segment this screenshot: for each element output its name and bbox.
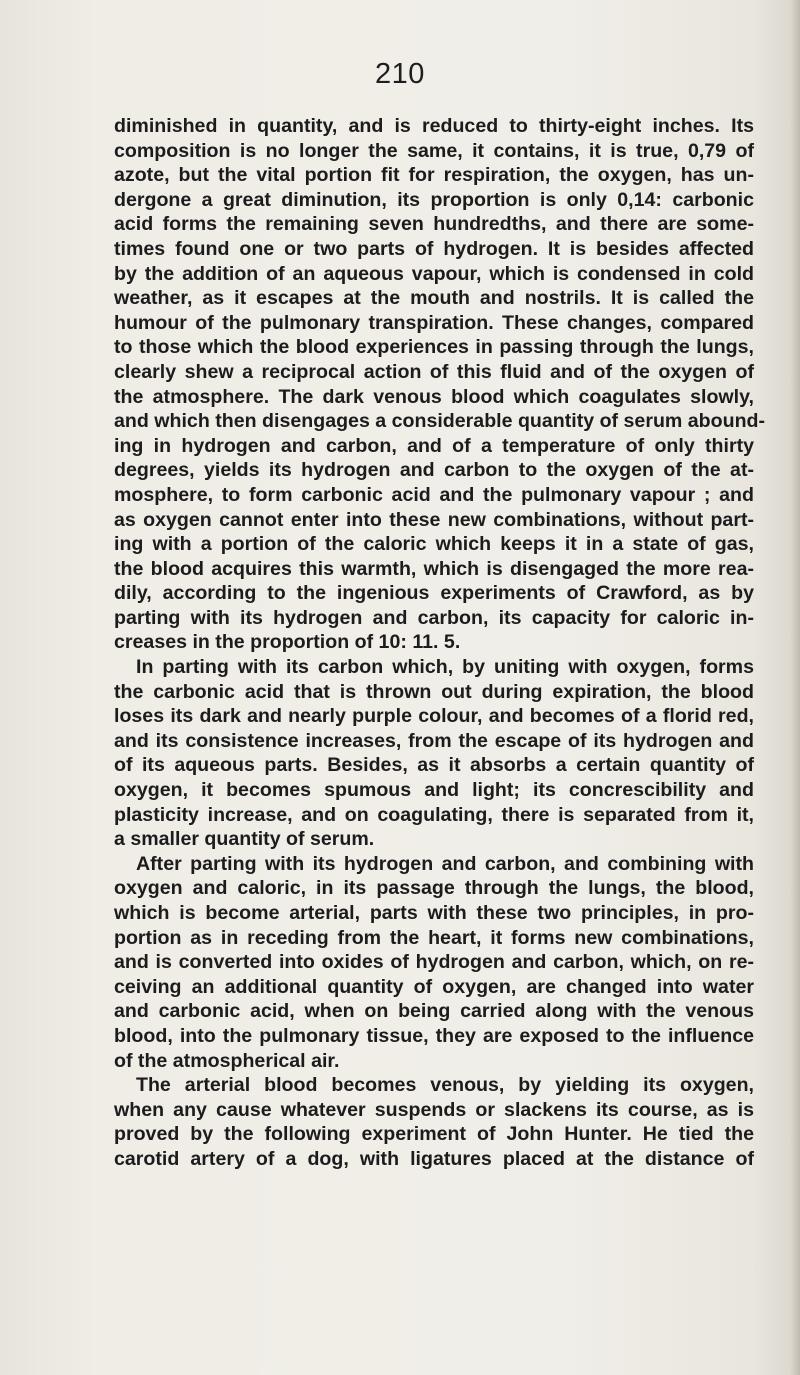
text-line: proved by the following experiment of John Hunter. He tied the xyxy=(114,1123,754,1146)
paragraph xyxy=(114,852,754,1073)
text-line: acid forms the remaining seven hundredths, and there are some- xyxy=(114,213,754,236)
text-line: oxygen, it becomes spumous and light; its concrescibility and xyxy=(114,779,754,802)
text-line: times found one or two parts of hydrogen. It is besides affected xyxy=(114,237,754,260)
text-line: ing in hydrogen and carbon, and of a temperature of only thirty xyxy=(114,434,754,457)
text-line: diminished in quantity, and is reduced to thirty-eight inches. Its xyxy=(114,115,754,137)
text-line: composition is no longer the same, it contains, it is true, 0,79 of xyxy=(114,139,754,162)
text-line: the blood acquires this warmth, which is disengaged the more rea- xyxy=(114,557,754,580)
text-line: azote, but the vital portion fit for respiration, the oxygen, has un- xyxy=(114,164,754,187)
text-line: portion as in receding from the heart, it forms new combinations, xyxy=(114,926,754,949)
text-line: of the atmospherical air. xyxy=(114,1049,340,1072)
text-line: and which then disengages a considerable quantity of serum abound- xyxy=(114,410,766,433)
text-line: dergone a great diminution, its proportion is only 0,14: carbonic xyxy=(114,188,754,211)
text-line: when any cause whatever suspends or slackens its course, as is xyxy=(114,1098,754,1121)
text-line: dily, according to the ingenious experiments of Crawford, as by xyxy=(114,582,754,605)
text-line: to those which the blood experiences in passing through the lungs, xyxy=(114,336,754,359)
text-line: clearly shew a reciprocal action of this fluid and of the oxygen of xyxy=(114,360,754,383)
text-line: parting with its hydrogen and carbon, its capacity for caloric in- xyxy=(114,606,754,629)
text-line: of its aqueous parts. Besides, as it absorbs a certain quantity of xyxy=(114,754,754,777)
text-line: the atmosphere. The dark venous blood which coagulates slowly, xyxy=(114,385,754,408)
text-line: After parting with its hydrogen and carbon, and combining with xyxy=(136,852,754,875)
text-line: loses its dark and nearly purple colour, and becomes of a florid red, xyxy=(114,705,754,728)
text-line: the carbonic acid that is thrown out during expiration, the blood xyxy=(114,680,754,703)
page-number: 210 xyxy=(375,58,425,90)
text-line: as oxygen cannot enter into these new combinations, without part- xyxy=(114,508,754,531)
text-line: degrees, yields its hydrogen and carbon to the oxygen of the at- xyxy=(114,459,754,482)
text-line: The arterial blood becomes venous, by yielding its oxygen, xyxy=(136,1074,754,1097)
text-line: weather, as it escapes at the mouth and nostrils. It is called the xyxy=(114,287,754,310)
paragraph xyxy=(114,114,766,655)
text-line: a smaller quantity of serum. xyxy=(114,828,375,851)
page-edge-shadow xyxy=(790,0,800,1375)
paragraph xyxy=(114,655,754,852)
paragraph xyxy=(114,1073,754,1171)
text-line: and its consistence increases, from the escape of its hydrogen and xyxy=(114,729,754,752)
text-line: plasticity increase, and on coagulating, there is separated from it, xyxy=(114,803,754,826)
text-line: oxygen and caloric, in its passage through the lungs, the blood, xyxy=(114,877,754,900)
text-line: blood, into the pulmonary tissue, they are exposed to the influence xyxy=(114,1024,754,1047)
text-line: and carbonic acid, when on being carried along with the venous xyxy=(114,1000,754,1023)
text-line: ing with a portion of the caloric which keeps it in a state of gas, xyxy=(114,533,754,556)
text-line: ceiving an additional quantity of oxygen, are changed into water xyxy=(114,975,754,998)
text-line: humour of the pulmonary transpiration. These changes, compared xyxy=(114,311,754,334)
text-line: In parting with its carbon which, by uniting with oxygen, forms xyxy=(136,656,754,679)
text-line: by the addition of an aqueous vapour, which is condensed in cold xyxy=(114,262,754,285)
text-line: and is converted into oxides of hydrogen and carbon, which, on re- xyxy=(114,951,754,974)
body-text xyxy=(114,114,766,1172)
text-line: carotid artery of a dog, with ligatures placed at the distance of xyxy=(114,1147,754,1170)
text-line: which is become arterial, parts with these two principles, in pro- xyxy=(114,902,754,924)
text-line: mosphere, to form carbonic acid and the pulmonary vapour ; and xyxy=(114,483,754,506)
text-line: creases in the proportion of 10: 11. 5. xyxy=(114,631,461,654)
